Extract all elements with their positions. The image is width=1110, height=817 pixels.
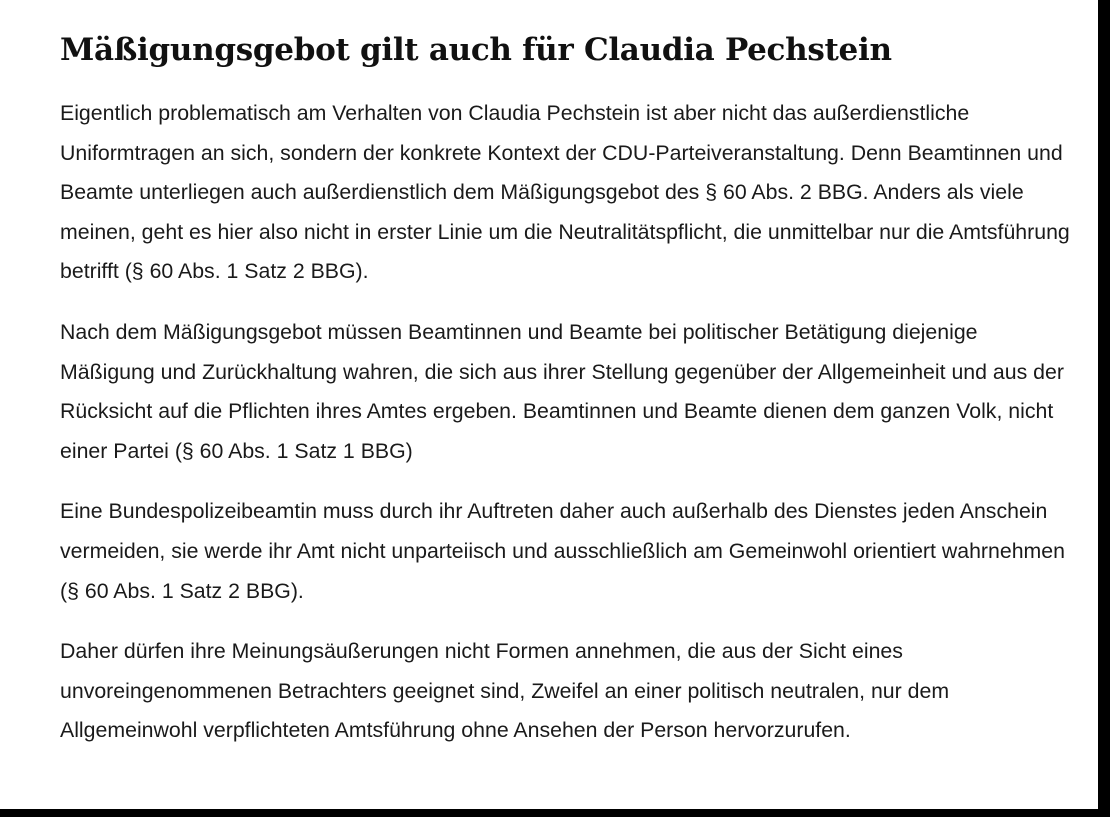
paragraph-moderation-duty: Nach dem Mäßigungsgebot müssen Beamtinnen und Beamte bei politischer Betätigung diejenige Mäßigung und Zurückhaltung wahren, die sich aus ihrer Stellung gegenüber der Allgemeinheit und aus der Rücksicht auf die Pflichten ihres Amtes ergeben. Beamtinnen und Beamte dienen dem ganzen Volk, nicht einer Partei (§ 60 Abs. 1 Satz 1 BBG) [60,319,1064,463]
paragraph-opinion-limits: Daher dürfen ihre Meinungsäußerungen nicht Formen annehmen, die aus der Sicht eines unvoreingenommenen Betrachters geeignet sind, Zweifel an einer politisch neutralen, nur dem Allgemeinwohl verpflichteten Amtsführung ohne Ansehen der Person hervorzurufen. [60,639,950,743]
article-body [60,28,1070,772]
section-heading: Mäßigungsgebot gilt auch für Claudia Pechstein [60,32,892,68]
paragraph-uniform-context: Eigentlich problematisch am Verhalten von Claudia Pechstein ist aber nicht das außerdienstliche Uniformtragen an sich, sondern der konkrete Kontext der CDU-Parteiveranstaltung. Denn Beamtinnen und Beamte unterliegen auch außerdienstlich dem Mäßigungsgebot des § 60 Abs. 2 BBG. Anders als viele meinen, geht es hier also nicht in erster Linie um die Neutralitätspflicht, die unmittelbar nur die Amtsführung betrifft (§ 60 Abs. 1 Satz 2 BBG). [60,101,1070,284]
paragraph-impartiality: Eine Bundespolizeibeamtin muss durch ihr Auftreten daher auch außerhalb des Dienstes jeden Anschein vermeiden, sie werde ihr Amt nicht unparteiisch und ausschließlich am Gemeinwohl orientiert wahrnehmen (§ 60 Abs. 1 Satz 2 BBG). [60,499,1065,603]
